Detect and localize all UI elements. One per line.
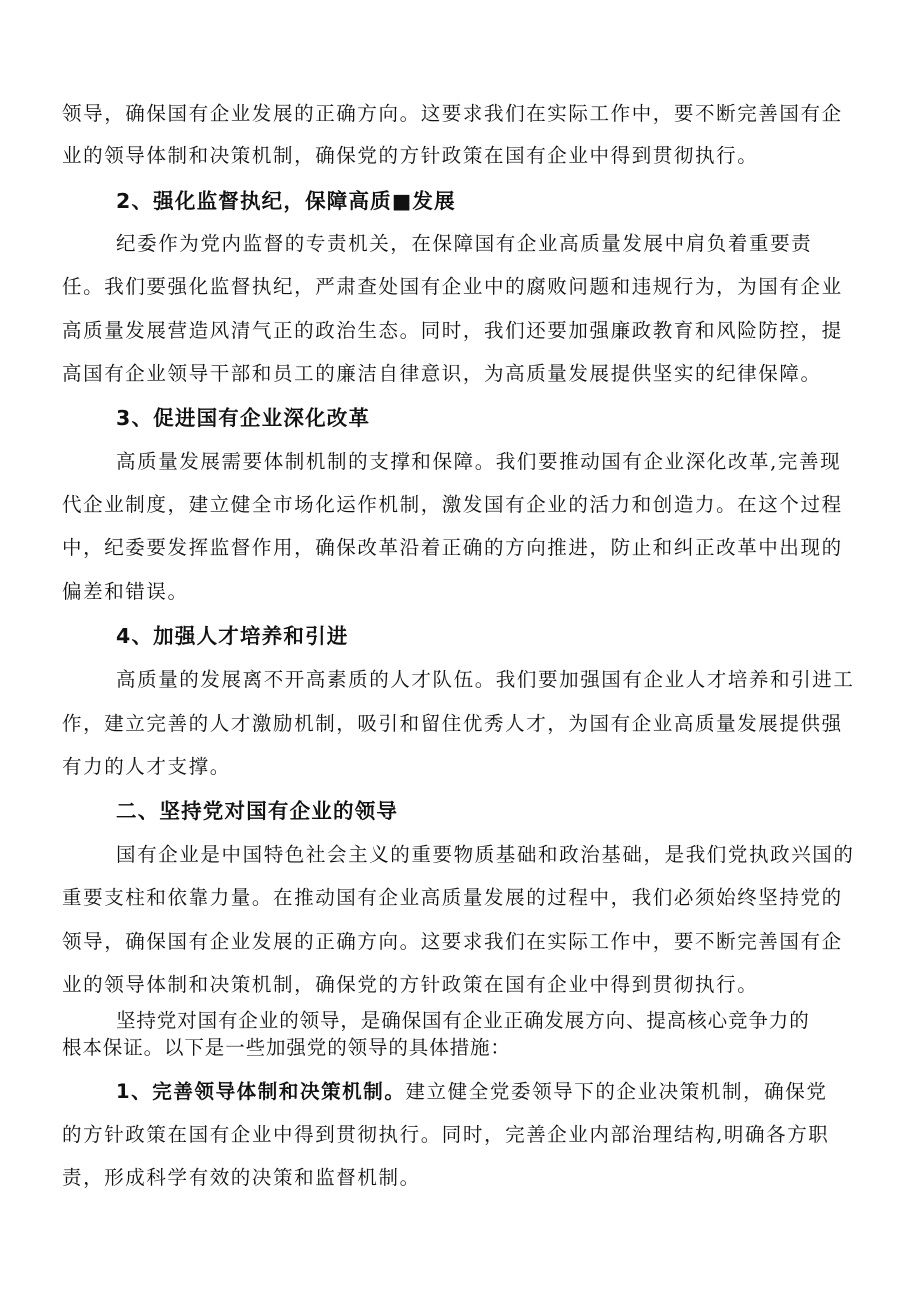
paragraph-line: 领导，确保国有企业发展的正确方向。这要求我们在实际工作中，要不断完善国有企 [62, 102, 843, 125]
paragraph-line [116, 1077, 862, 1107]
paragraph-line: 根本保证。以下是一些加强党的领导的具体措施： [62, 1036, 511, 1059]
section-heading: 二、坚持党对国有企业的领导 [116, 799, 399, 823]
paragraph-line: 坚持党对国有企业的领导，是确保国有企业正确发展方向、提高核心竞争力的 [116, 1009, 810, 1032]
paragraph-line: 责，形成科学有效的决策和监督机制。 [62, 1166, 421, 1189]
paragraph-line: 国有企业是中国特色社会主义的重要物质基础和政治基础，是我们党执政兴国的 [116, 843, 855, 866]
paragraph-line: 高质量发展营造风清气正的政治生态。同时，我们还要加强廉政教育和风险防控，提 [62, 319, 843, 342]
paragraph-line: 纪委作为党内监督的专责机关，在保障国有企业高质量发展中肩负着重要责 [116, 232, 813, 255]
paragraph-line: 高国有企业领导干部和员工的廉洁自律意识，为高质量发展提供坚实的纪律保障。 [62, 362, 822, 385]
paragraph-line: 有力的人才支撑。 [62, 755, 231, 778]
paragraph-line: 代企业制度，建立健全市场化运作机制，激发国有企业的活力和创造力。在这个过程 [62, 493, 843, 516]
section-heading: 2、强化监督执纪，保障高质■发展 [116, 189, 456, 213]
paragraph-line: 领导，确保国有企业发展的正确方向。这要求我们在实际工作中，要不断完善国有企 [62, 930, 843, 953]
paragraph-line: 偏差和错误。 [62, 580, 189, 603]
paragraph-line: 任。我们要强化监督执纪，严肃查处国有企业中的腐败问题和违规行为，为国有企业 [62, 275, 843, 298]
section-heading: 3、促进国有企业深化改革 [116, 406, 371, 430]
paragraph-line: 重要支柱和依靠力量。在推动国有企业高质量发展的过程中，我们必须始终坚持党的 [62, 886, 843, 909]
numbered-lead: 1、完善领导体制和决策机制。 [116, 1080, 406, 1103]
paragraph-line: 作，建立完善的人才激励机制，吸引和留住优秀人才，为国有企业高质量发展提供强 [62, 712, 843, 735]
paragraph-line: 业的领导体制和决策机制，确保党的方针政策在国有企业中得到贯彻执行。 [62, 144, 759, 167]
section-heading: 4、加强人才培养和引进 [116, 624, 349, 648]
paragraph-line: 业的领导体制和决策机制，确保党的方针政策在国有企业中得到贯彻执行。 [62, 973, 759, 996]
paragraph-line: 的方针政策在国有企业中得到贯彻执行。同时，完善企业内部治理结构,明确各方职 [62, 1123, 830, 1146]
paragraph-line: 中，纪委要发挥监督作用，确保改革沿着正确的方向推进，防止和纠正改革中出现的 [62, 536, 843, 559]
paragraph-text: 建立健全党委领导下的企业决策机制，确保党 [405, 1080, 828, 1103]
paragraph-line: 高质量发展需要体制机制的支撑和保障。我们要推动国有企业深化改革,完善现 [116, 450, 842, 473]
paragraph-line: 高质量的发展离不开高素质的人才队伍。我们要加强国有企业人才培养和引进工 [116, 668, 855, 691]
